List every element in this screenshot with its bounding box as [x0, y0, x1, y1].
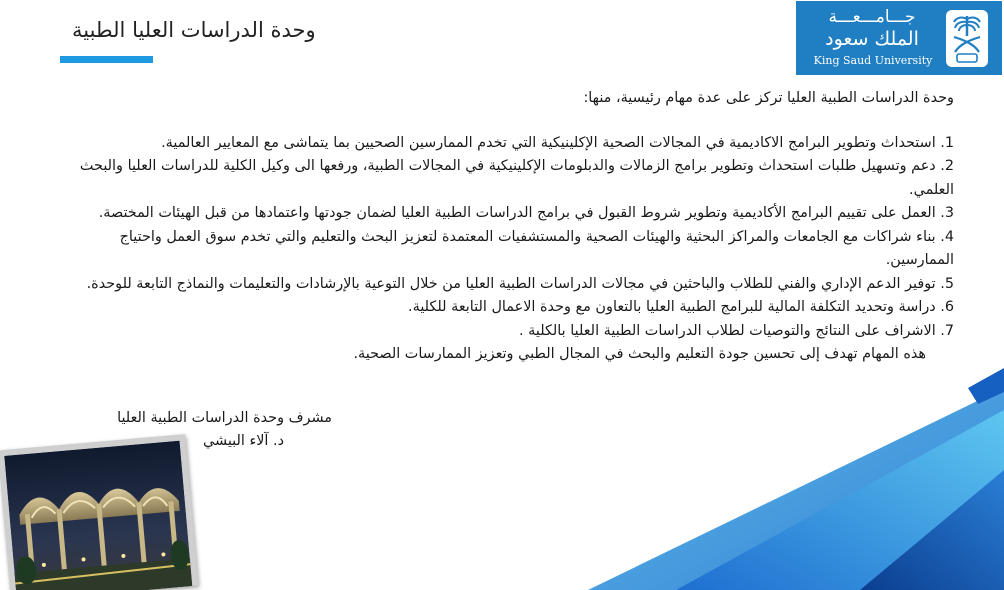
closing-text: هذه المهام تهدف إلى تحسين جودة التعليم والبحث في المجال الطبي وتعزيز الممارسات الصحية.	[353, 346, 926, 362]
content-body	[66, 87, 954, 367]
university-arches-building-icon	[4, 441, 192, 590]
deco-top-shard	[968, 368, 1004, 404]
task-item-7: 7. الاشراف على النتائج والتوصيات لطلاب الدراسات الطبية العليا بالكلية .	[518, 322, 954, 339]
palm-swords-emblem-icon	[946, 10, 988, 67]
logo-name-ar-line1: جـــامـــعـــة	[828, 7, 916, 27]
task-item-2: 2. دعم وتسهيل طلبات استحداث وتطوير برامج الزمالات والدبلومات الإكلينيكية في المجالات الطبية، ورفعها الى وكيل الكلية للدراسات العليا والبحث العلمي.	[79, 158, 954, 198]
logo-name-ar-line2: الملك سعود	[825, 28, 919, 50]
task-item-6: 6. دراسة وتحديد التكلفة المالية للبرامج الطبية العليا بالتعاون مع وحدة الاعمال التابعة للكلية.	[408, 299, 954, 315]
intro-text: وحدة الدراسات الطبية العليا تركز على عدة مهام رئيسية، منها:	[583, 90, 954, 106]
task-item-3: 3. العمل على تقييم البرامج الأكاديمية وتطوير شروط القبول في برامج الدراسات الطبية العليا لضمان جودتها واعتمادها من قبل الهيئات المختصة.	[98, 205, 954, 221]
task-item-1: 1. استحداث وتطوير البرامج الاكاديمية في المجالات الصحية الإكلينيكية التي تخدم الممارسين الصحيين بما يتماشى مع المعايير العالمية.	[161, 134, 954, 151]
university-logo	[796, 1, 1002, 75]
page-title: وحدة الدراسات العليا الطبية	[72, 18, 316, 42]
signature-name: د. آلاء البيشي	[202, 433, 284, 449]
campus-photo	[0, 434, 198, 590]
logo-name-en: King Saud University	[813, 54, 933, 67]
signature-title: مشرف وحدة الدراسات الطبية العليا	[117, 410, 332, 426]
deco-band-light	[588, 388, 1004, 590]
task-item-5: 5. توفير الدعم الإداري والفني للطلاب والباحثين في مجالات الدراسات الطبية العليا من خلال التوعية بالإرشادات والتعليمات والنماذج التابعة للوحدة.	[86, 275, 954, 292]
deco-band-main	[676, 410, 1004, 590]
deco-band-dark	[860, 470, 1004, 590]
title-accent-bar	[60, 56, 153, 63]
task-item-4: 4. بناء شراكات مع الجامعات والمراكز البحثية والهيئات الصحية والمستشفيات المعتمدة لتعزيز البحث والتعليم والتي تخدم سوق العمل واحتياج الممارسين.	[119, 228, 954, 268]
